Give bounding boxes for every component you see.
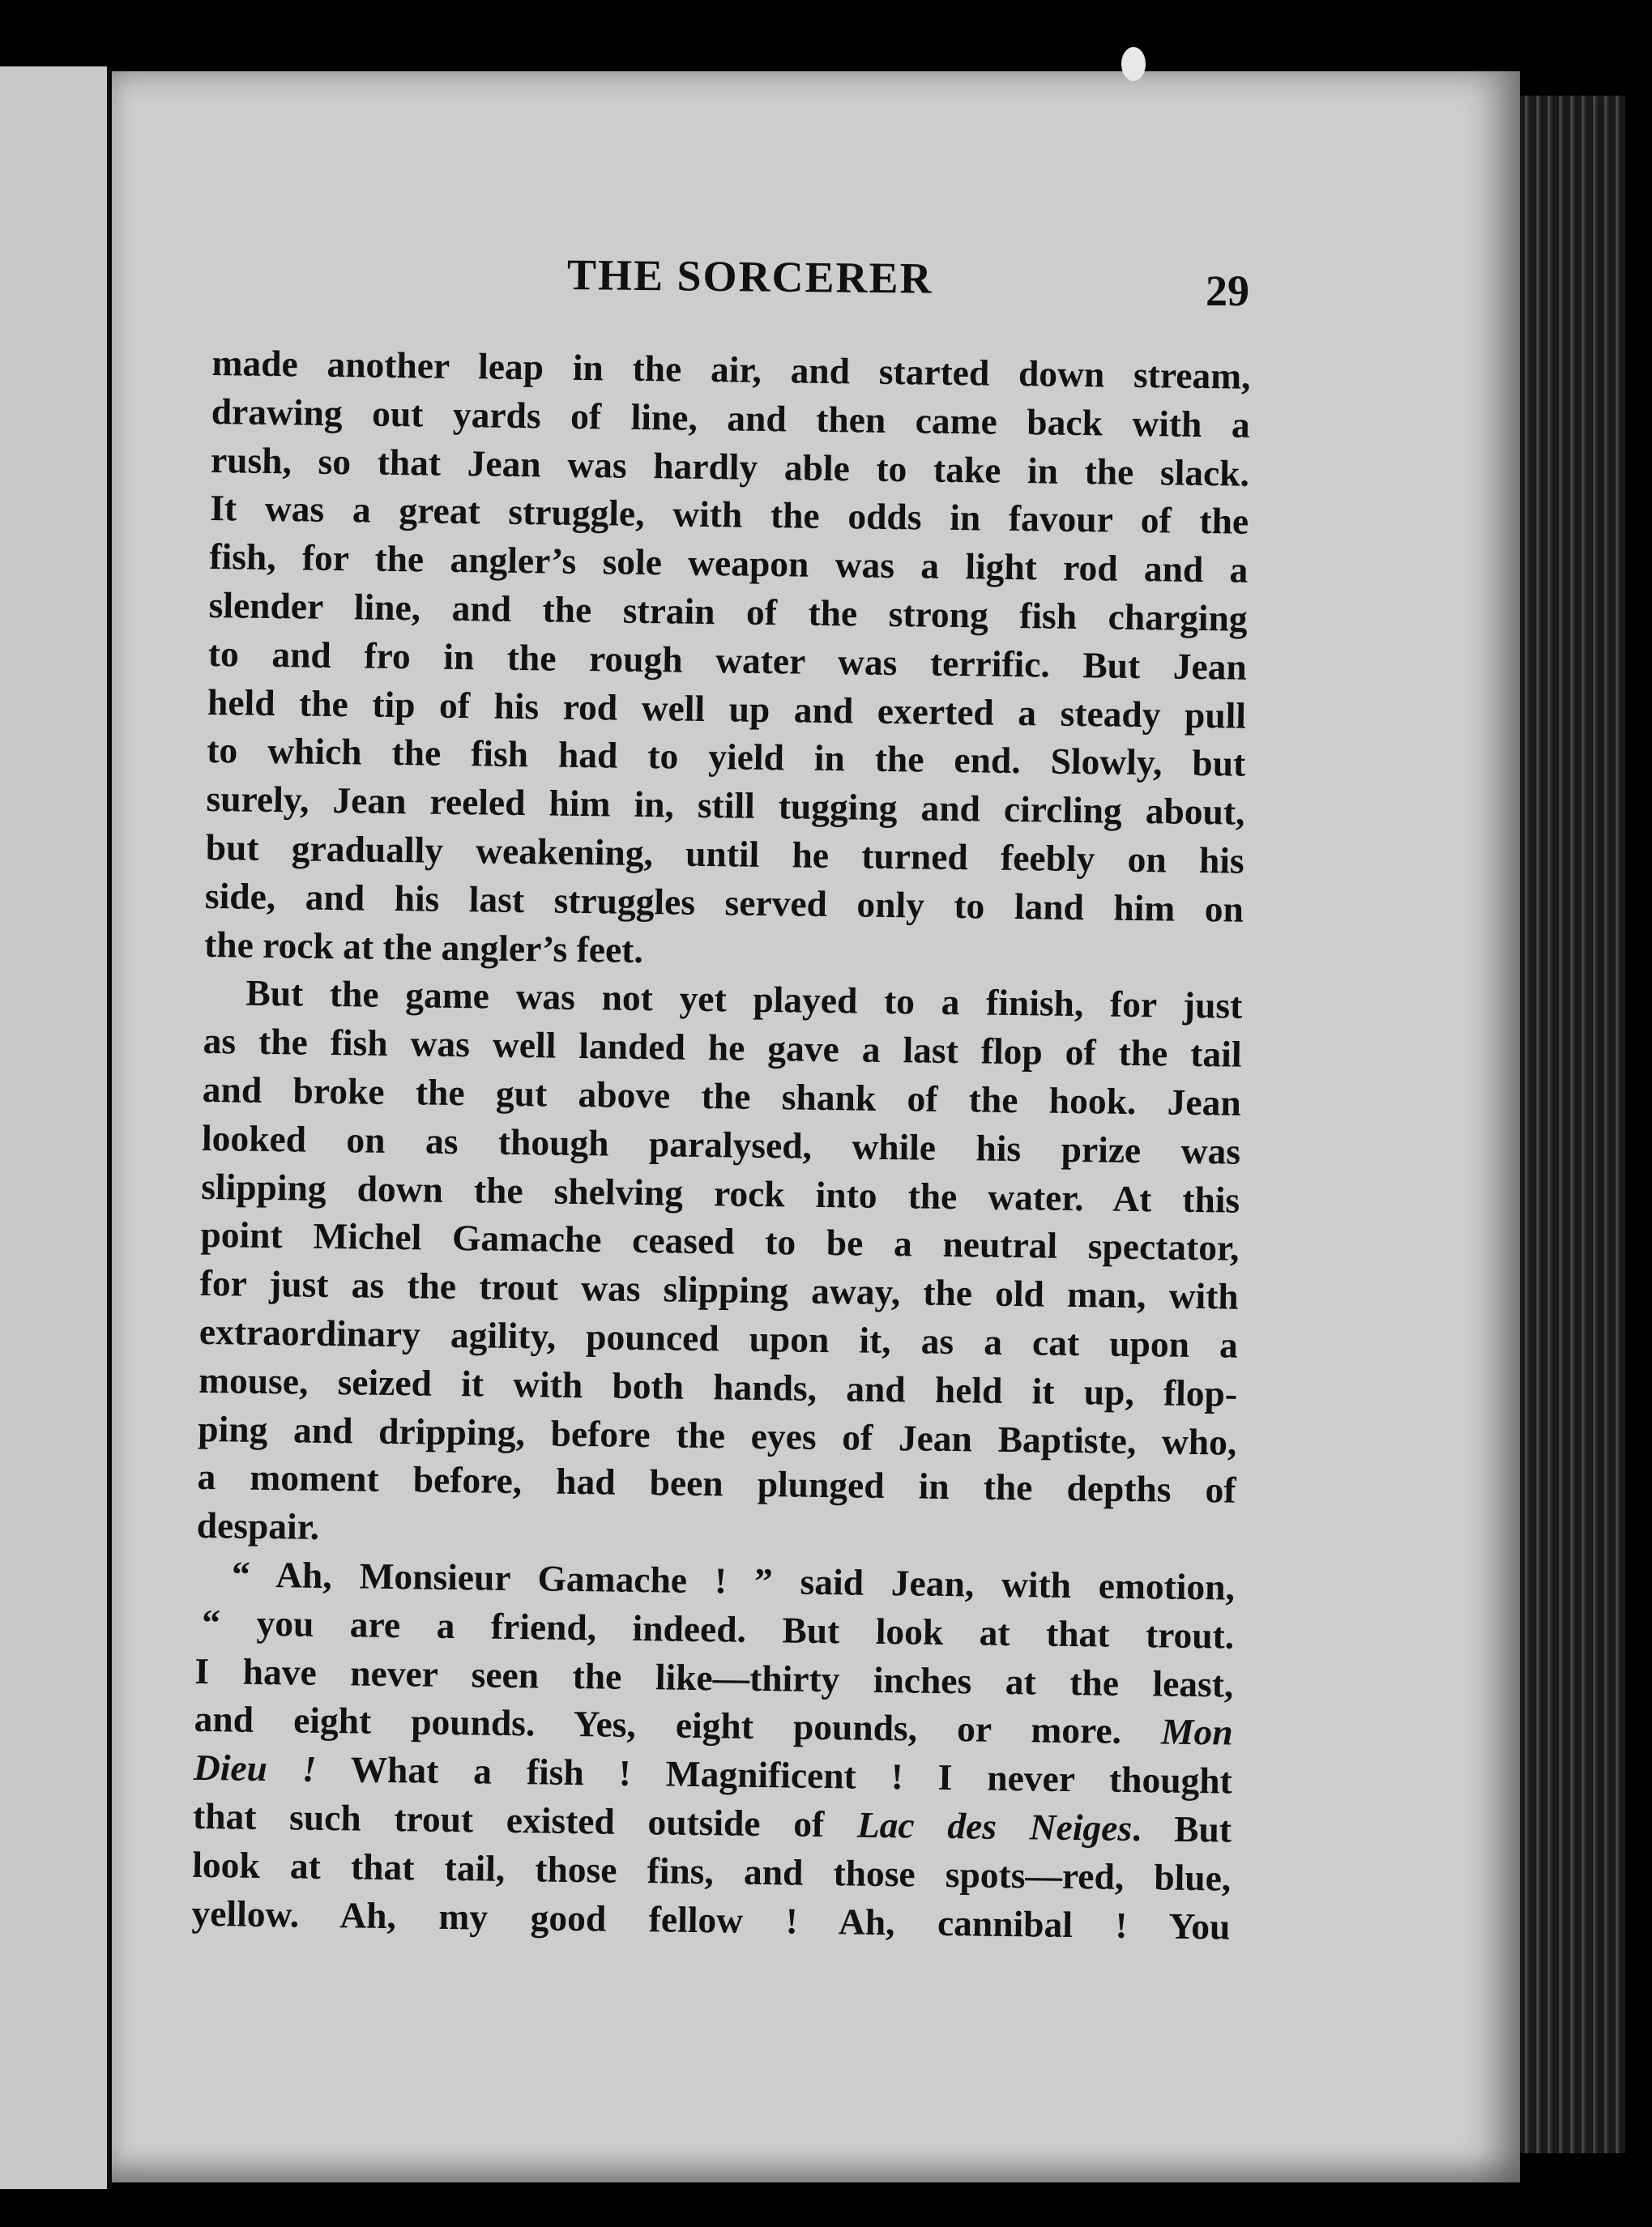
body-text [191, 339, 1251, 1951]
text-line: ping and dripping, before the eyes of Jean Baptiste, who, [198, 1407, 1237, 1463]
text-line: slipping down the shelving rock into the water. At this [200, 1165, 1240, 1221]
text-line: held the tip of his rod well up and exerted a steady pull [207, 680, 1247, 736]
text-line: to which the fish had to yield in the end. Slowly, but [207, 729, 1246, 785]
text-line: despair. [196, 1504, 320, 1547]
page-number: 29 [1206, 267, 1249, 315]
italic-text: Lac des Neiges [856, 1803, 1133, 1849]
text-line: I have never seen the like—thirty inches at the least, [194, 1649, 1234, 1705]
text-line: rush, so that Jean was hardly able to take in the slack. [210, 438, 1250, 494]
text-line: to and fro in the rough water was terrific. But Jean [207, 632, 1248, 688]
text-segment: What a fish ! Magnificent ! I never thought [316, 1747, 1233, 1802]
text-line: the rock at the angler’s feet. [203, 923, 644, 971]
text-line: slender line, and the strain of the strong fish charging [208, 583, 1248, 639]
text-line: point Michel Gamache ceased to be a neutral spectator, [200, 1214, 1240, 1269]
text-line: for just as the trout was slipping away, the old man, with [199, 1262, 1239, 1317]
book-fore-edge [1520, 96, 1625, 2153]
paragraph-first-line: “ Ah, Monsieur Gamache ! ” said Jean, with emotion, [231, 1553, 1236, 1608]
text-line: made another leap in the air, and started down stream, [211, 341, 1251, 397]
text-segment: . But [1131, 1807, 1232, 1850]
text-line: but gradually weakening, until he turned feebly on his [205, 826, 1245, 881]
text-line: mouse, seized it with both hands, and held it up, flop- [198, 1359, 1238, 1414]
italic-text: Mon [1160, 1710, 1233, 1753]
italic-text: Dieu ! [193, 1746, 317, 1790]
text-line: looked on as though paralysed, while his prize was [201, 1116, 1241, 1172]
text-line: fish, for the angler’s sole weapon was a light rod and a [209, 535, 1249, 591]
text-segment: and eight pounds. Yes, eight pounds, or more. [194, 1698, 1122, 1752]
binding-hole [1121, 47, 1146, 81]
running-head: THE SORCERER [566, 250, 933, 303]
text-line: a moment before, had been plunged in the depths of [197, 1456, 1236, 1511]
facing-page-edge [0, 66, 107, 2189]
text-line: drawing out yards of line, and then came back with a [211, 390, 1251, 446]
text-segment: that such trout existed outside of [192, 1794, 858, 1845]
text-line: look at that tail, those fins, and those spots—red, blue, [192, 1843, 1232, 1899]
text-line: as the fish was well landed he gave a last flop of the tail [203, 1020, 1242, 1075]
text-line: and broke the gut above the shank of the hook. Jean [202, 1068, 1242, 1124]
text-line: yellow. Ah, my good fellow ! Ah, cannibal ! You [191, 1892, 1231, 1948]
paragraph-first-line: But the game was not yet played to a finish, for just [245, 971, 1243, 1027]
text-line: surely, Jean reeled him in, still tugging and circling about, [206, 778, 1245, 833]
text-line: extraordinary agility, pounced upon it, as a cat upon a [198, 1310, 1239, 1366]
text-line: “ you are a friend, indeed. But look at that trout. [201, 1601, 1235, 1657]
text-line: side, and his last struggles served only to land him on [204, 874, 1244, 930]
text-line: It was a great struggle, with the odds in favour of the [209, 487, 1249, 543]
